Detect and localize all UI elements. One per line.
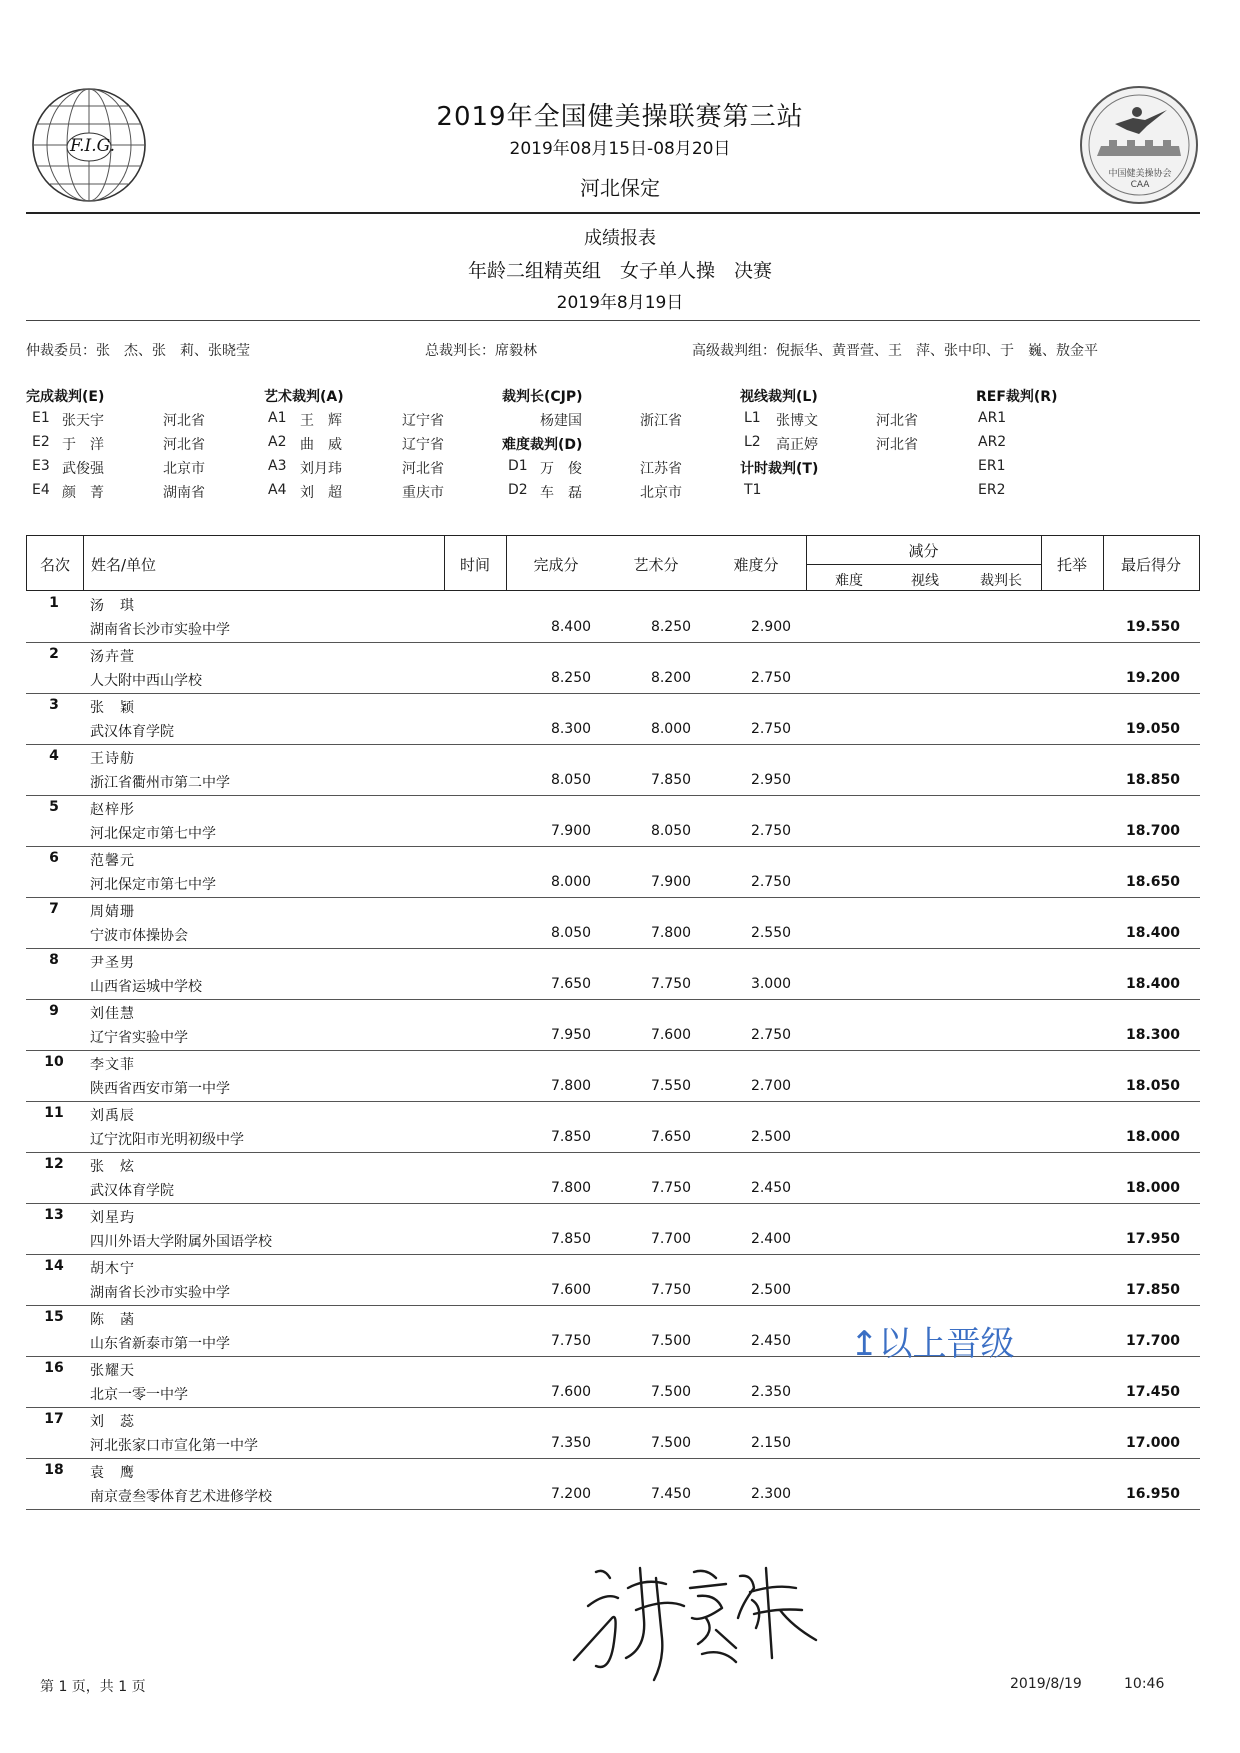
athlete-unit: 湖南省长沙市实验中学 <box>90 622 230 638</box>
execution-judge-province: 河北省 <box>163 437 205 453</box>
difficulty-judge-name: 万 俊 <box>540 461 582 477</box>
athlete-name: 胡木宁 <box>90 1261 135 1277</box>
table-row <box>26 1050 1200 1102</box>
execution-judge-name: 于 洋 <box>62 437 104 453</box>
difficulty-score: 2.750 <box>750 874 792 890</box>
rank-cell: 10 <box>44 1054 64 1070</box>
event-dates: 2019年08月15日-08月20日 <box>509 139 731 159</box>
difficulty-judge-code: D1 <box>508 458 528 474</box>
athlete-unit: 山西省运城中学校 <box>90 979 202 995</box>
execution-judge-code: E2 <box>32 434 50 450</box>
final-score: 19.050 <box>1125 721 1181 737</box>
table-row <box>26 1101 1200 1153</box>
difficulty-score: 2.750 <box>750 670 792 686</box>
athlete-unit: 宁波市体操协会 <box>90 928 188 944</box>
col-final: 最后得分 <box>1120 556 1181 574</box>
col-diff: 难度分 <box>733 556 779 574</box>
difficulty-score: 2.450 <box>750 1333 792 1349</box>
table-row <box>26 846 1200 898</box>
report-subtitle: 年龄二组精英组 女子单人操 决赛 <box>467 260 772 282</box>
difficulty-score: 3.000 <box>750 976 792 992</box>
athlete-unit: 武汉体育学院 <box>90 724 174 740</box>
final-score: 17.850 <box>1125 1282 1181 1298</box>
footer-time: 10:46 <box>1124 1676 1165 1692</box>
cjp-heading: 裁判长(CJP) <box>502 389 583 405</box>
table-row <box>26 999 1200 1051</box>
athlete-unit: 北京一零一中学 <box>90 1387 188 1403</box>
final-score: 18.000 <box>1125 1180 1181 1196</box>
rank-cell: 8 <box>49 952 59 968</box>
execution-score: 8.400 <box>550 619 592 635</box>
difficulty-score: 2.700 <box>750 1078 792 1094</box>
line-judge-name: 张博文 <box>776 413 818 429</box>
final-score: 19.200 <box>1125 670 1181 686</box>
cjp-name: 杨建国 <box>540 413 582 429</box>
execution-score: 7.900 <box>550 823 592 839</box>
artistic-judge-name: 曲 威 <box>300 437 342 453</box>
artistic-judge-province: 重庆市 <box>402 485 444 501</box>
artistic-score: 7.550 <box>650 1078 692 1094</box>
execution-score: 7.800 <box>550 1078 592 1094</box>
artistic-score: 7.500 <box>650 1435 692 1451</box>
col-lift: 托举 <box>1056 556 1087 574</box>
col-name: 姓名/单位 <box>91 556 157 574</box>
difficulty-judge-province: 江苏省 <box>640 461 682 477</box>
difficulty-score: 2.900 <box>750 619 792 635</box>
cjp-province: 浙江省 <box>640 413 682 429</box>
final-score: 16.950 <box>1125 1486 1181 1502</box>
rank-cell: 18 <box>44 1462 64 1478</box>
final-score: 18.850 <box>1125 772 1181 788</box>
artistic-score: 7.600 <box>650 1027 692 1043</box>
rank-cell: 15 <box>44 1309 64 1325</box>
chief-judge: 总裁判长：席毅林 <box>425 343 537 359</box>
execution-judges-heading: 完成裁判(E) <box>26 389 105 405</box>
artistic-score: 7.500 <box>650 1384 692 1400</box>
table-row <box>26 1203 1200 1255</box>
up-arrow-icon: ↥ <box>850 1324 879 1364</box>
table-row <box>26 1152 1200 1204</box>
difficulty-score: 2.500 <box>750 1282 792 1298</box>
line-judge-province: 河北省 <box>876 437 918 453</box>
qualified-text: 以上晋级 <box>878 1324 1015 1364</box>
execution-judge-province: 河北省 <box>163 413 205 429</box>
artistic-judge-name: 王 辉 <box>300 413 342 429</box>
difficulty-judges-heading: 难度裁判(D) <box>502 437 583 453</box>
rank-cell: 13 <box>44 1207 64 1223</box>
athlete-unit: 山东省新泰市第一中学 <box>90 1336 230 1352</box>
final-score: 17.000 <box>1125 1435 1181 1451</box>
athlete-unit: 湖南省长沙市实验中学 <box>90 1285 230 1301</box>
table-row <box>26 1356 1200 1408</box>
final-score: 18.650 <box>1125 874 1181 890</box>
athlete-name: 张 炫 <box>90 1159 135 1175</box>
timer-judge-code: T1 <box>744 482 762 498</box>
final-score: 17.950 <box>1125 1231 1181 1247</box>
execution-judge-code: E3 <box>32 458 50 474</box>
footer-page: 第 1 页，共 1 页 <box>40 1679 146 1695</box>
col-deduct-diff: 难度 <box>835 573 863 589</box>
caa-logo-sub: CAA <box>1130 180 1150 190</box>
artistic-judge-code: A1 <box>268 410 287 426</box>
athlete-unit: 南京壹叁零体育艺术进修学校 <box>90 1489 272 1505</box>
senior-judges: 高级裁判组：倪振华、黄晋萱、王 萍、张中印、于 巍、敖金平 <box>692 343 1098 359</box>
report-date: 2019年8月19日 <box>556 293 684 313</box>
col-rank: 名次 <box>39 556 70 574</box>
artistic-score: 8.250 <box>650 619 692 635</box>
athlete-unit: 浙江省衢州市第二中学 <box>90 775 230 791</box>
artistic-judge-province: 辽宁省 <box>402 413 444 429</box>
artistic-score: 8.200 <box>650 670 692 686</box>
artistic-score: 7.500 <box>650 1333 692 1349</box>
rank-cell: 9 <box>49 1003 59 1019</box>
athlete-unit: 河北保定市第七中学 <box>90 877 216 893</box>
artistic-score: 8.050 <box>650 823 692 839</box>
artistic-score: 7.750 <box>650 976 692 992</box>
athlete-name: 张 颖 <box>90 700 135 716</box>
difficulty-score: 2.400 <box>750 1231 792 1247</box>
execution-score: 7.600 <box>550 1384 592 1400</box>
rank-cell: 16 <box>44 1360 64 1376</box>
difficulty-score: 2.750 <box>750 1027 792 1043</box>
table-row <box>26 897 1200 949</box>
final-score: 18.400 <box>1125 976 1181 992</box>
artistic-judge-code: A4 <box>268 482 287 498</box>
artistic-score: 7.450 <box>650 1486 692 1502</box>
difficulty-score: 2.450 <box>750 1180 792 1196</box>
table-row <box>26 744 1200 796</box>
difficulty-score: 2.150 <box>750 1435 792 1451</box>
final-score: 18.700 <box>1125 823 1181 839</box>
execution-score: 8.000 <box>550 874 592 890</box>
difficulty-score: 2.550 <box>750 925 792 941</box>
artistic-judge-province: 河北省 <box>402 461 444 477</box>
rank-cell: 4 <box>49 748 59 764</box>
rank-cell: 17 <box>44 1411 64 1427</box>
final-score: 18.050 <box>1125 1078 1181 1094</box>
rank-cell: 14 <box>44 1258 64 1274</box>
execution-judge-code: E1 <box>32 410 50 426</box>
line-judges-heading: 视线裁判(L) <box>740 389 818 405</box>
qualified-annotation <box>850 1316 1015 1365</box>
artistic-judges-heading: 艺术裁判(A) <box>264 389 344 405</box>
table-row <box>26 1254 1200 1306</box>
table-row <box>26 1407 1200 1459</box>
rank-cell: 7 <box>49 901 59 917</box>
header-divider <box>26 212 1200 214</box>
rank-cell: 3 <box>49 697 59 713</box>
event-title: 2019年全国健美操联赛第三站 <box>436 102 804 132</box>
execution-judge-province: 湖南省 <box>163 485 205 501</box>
col-time: 时间 <box>459 556 490 574</box>
line-judge-name: 高正婷 <box>776 437 818 453</box>
timer-judges-heading: 计时裁判(T) <box>740 461 819 477</box>
artistic-judge-code: A3 <box>268 458 287 474</box>
line-judge-code: L1 <box>744 410 761 426</box>
execution-judge-province: 北京市 <box>163 461 205 477</box>
execution-judge-code: E4 <box>32 482 50 498</box>
fig-logo-text: F.I.G. <box>70 136 116 156</box>
athlete-name: 范馨元 <box>90 853 135 869</box>
athlete-unit: 四川外语大学附属外国语学校 <box>90 1234 272 1250</box>
execution-judge-name: 颜 菁 <box>62 485 104 501</box>
execution-score: 8.050 <box>550 772 592 788</box>
execution-score: 7.750 <box>550 1333 592 1349</box>
athlete-name: 李文菲 <box>90 1057 135 1073</box>
athlete-name: 刘星玙 <box>90 1210 135 1226</box>
table-row <box>26 642 1200 694</box>
rank-cell: 11 <box>44 1105 64 1121</box>
athlete-name: 刘 蕊 <box>90 1414 135 1430</box>
execution-score: 8.300 <box>550 721 592 737</box>
execution-score: 8.250 <box>550 670 592 686</box>
table-row <box>26 1458 1200 1510</box>
col-deduct: 减分 <box>908 542 939 560</box>
rank-cell: 5 <box>49 799 59 815</box>
footer-date: 2019/8/19 <box>1010 1676 1082 1692</box>
difficulty-score: 2.950 <box>750 772 792 788</box>
execution-score: 7.650 <box>550 976 592 992</box>
athlete-unit: 陕西省西安市第一中学 <box>90 1081 230 1097</box>
athlete-name: 陈 菡 <box>90 1312 135 1328</box>
difficulty-score: 2.500 <box>750 1129 792 1145</box>
athlete-unit: 河北张家口市宣化第一中学 <box>90 1438 258 1454</box>
rank-cell: 2 <box>49 646 59 662</box>
final-score: 18.000 <box>1125 1129 1181 1145</box>
artistic-judge-name: 刘 超 <box>300 485 342 501</box>
artistic-score: 7.750 <box>650 1180 692 1196</box>
athlete-name: 汤 琪 <box>90 598 135 614</box>
ref-judge-code: AR2 <box>978 434 1007 450</box>
artistic-score: 7.850 <box>650 772 692 788</box>
artistic-judge-name: 刘月玮 <box>300 461 342 477</box>
table-row <box>26 795 1200 847</box>
ref-judge-code: ER2 <box>978 482 1006 498</box>
difficulty-score: 2.300 <box>750 1486 792 1502</box>
athlete-name: 尹圣男 <box>90 955 135 971</box>
execution-score: 7.850 <box>550 1129 592 1145</box>
caa-logo-text: 中国健美操协会 <box>1108 169 1172 179</box>
report-title: 成绩报表 <box>584 228 656 249</box>
artistic-score: 8.000 <box>650 721 692 737</box>
rank-cell: 6 <box>49 850 59 866</box>
execution-score: 8.050 <box>550 925 592 941</box>
results-table-header <box>26 535 1200 591</box>
difficulty-judge-code: D2 <box>508 482 528 498</box>
final-score: 18.300 <box>1125 1027 1181 1043</box>
col-deduct-line: 视线 <box>911 573 939 589</box>
difficulty-score: 2.350 <box>750 1384 792 1400</box>
col-deduct-cjp: 裁判长 <box>980 573 1022 589</box>
athlete-unit: 武汉体育学院 <box>90 1183 174 1199</box>
artistic-judge-code: A2 <box>268 434 287 450</box>
event-city: 河北保定 <box>580 176 660 200</box>
difficulty-score: 2.750 <box>750 721 792 737</box>
difficulty-score: 2.750 <box>750 823 792 839</box>
execution-judge-name: 张天宇 <box>62 413 104 429</box>
artistic-score: 7.650 <box>650 1129 692 1145</box>
final-score: 17.700 <box>1125 1333 1181 1349</box>
difficulty-judge-name: 车 磊 <box>540 485 582 501</box>
athlete-unit: 河北保定市第七中学 <box>90 826 216 842</box>
athlete-name: 赵梓彤 <box>90 802 135 818</box>
execution-score: 7.950 <box>550 1027 592 1043</box>
athlete-name: 刘佳慧 <box>90 1006 135 1022</box>
artistic-score: 7.900 <box>650 874 692 890</box>
table-row <box>26 948 1200 1000</box>
athlete-name: 汤卉萱 <box>90 649 135 665</box>
athlete-name: 周婧珊 <box>90 904 135 920</box>
athlete-name: 王诗舫 <box>90 751 135 767</box>
athlete-unit: 辽宁沈阳市光明初级中学 <box>90 1132 244 1148</box>
artistic-score: 7.700 <box>650 1231 692 1247</box>
table-row <box>26 1305 1200 1357</box>
table-row <box>26 693 1200 745</box>
line-judge-province: 河北省 <box>876 413 918 429</box>
athlete-unit: 辽宁省实验中学 <box>90 1030 188 1046</box>
ref-judges-heading: REF裁判(R) <box>976 389 1058 405</box>
rank-cell: 1 <box>49 595 59 611</box>
athlete-unit: 人大附中西山学校 <box>90 673 202 689</box>
final-score: 19.550 <box>1125 619 1181 635</box>
col-art: 艺术分 <box>633 556 679 574</box>
rank-cell: 12 <box>44 1156 64 1172</box>
difficulty-judge-province: 北京市 <box>640 485 682 501</box>
execution-score: 7.600 <box>550 1282 592 1298</box>
artistic-score: 7.750 <box>650 1282 692 1298</box>
athlete-name: 刘禹辰 <box>90 1108 135 1124</box>
execution-score: 7.350 <box>550 1435 592 1451</box>
line-judge-code: L2 <box>744 434 761 450</box>
final-score: 18.400 <box>1125 925 1181 941</box>
report-divider <box>26 320 1200 321</box>
final-score: 17.450 <box>1125 1384 1181 1400</box>
execution-score: 7.800 <box>550 1180 592 1196</box>
ref-judge-code: ER1 <box>978 458 1006 474</box>
col-exec: 完成分 <box>533 556 579 574</box>
execution-score: 7.850 <box>550 1231 592 1247</box>
execution-judge-name: 武俊强 <box>62 461 104 477</box>
execution-score: 7.200 <box>550 1486 592 1502</box>
chief-judge-signature <box>566 1548 856 1688</box>
artistic-score: 7.800 <box>650 925 692 941</box>
ref-judge-code: AR1 <box>978 410 1007 426</box>
table-row <box>26 591 1200 643</box>
artistic-judge-province: 辽宁省 <box>402 437 444 453</box>
athlete-name: 袁 鹰 <box>90 1465 135 1481</box>
jury-members: 仲裁委员：张 杰、张 莉、张晓莹 <box>26 343 250 359</box>
athlete-name: 张耀天 <box>90 1363 135 1379</box>
